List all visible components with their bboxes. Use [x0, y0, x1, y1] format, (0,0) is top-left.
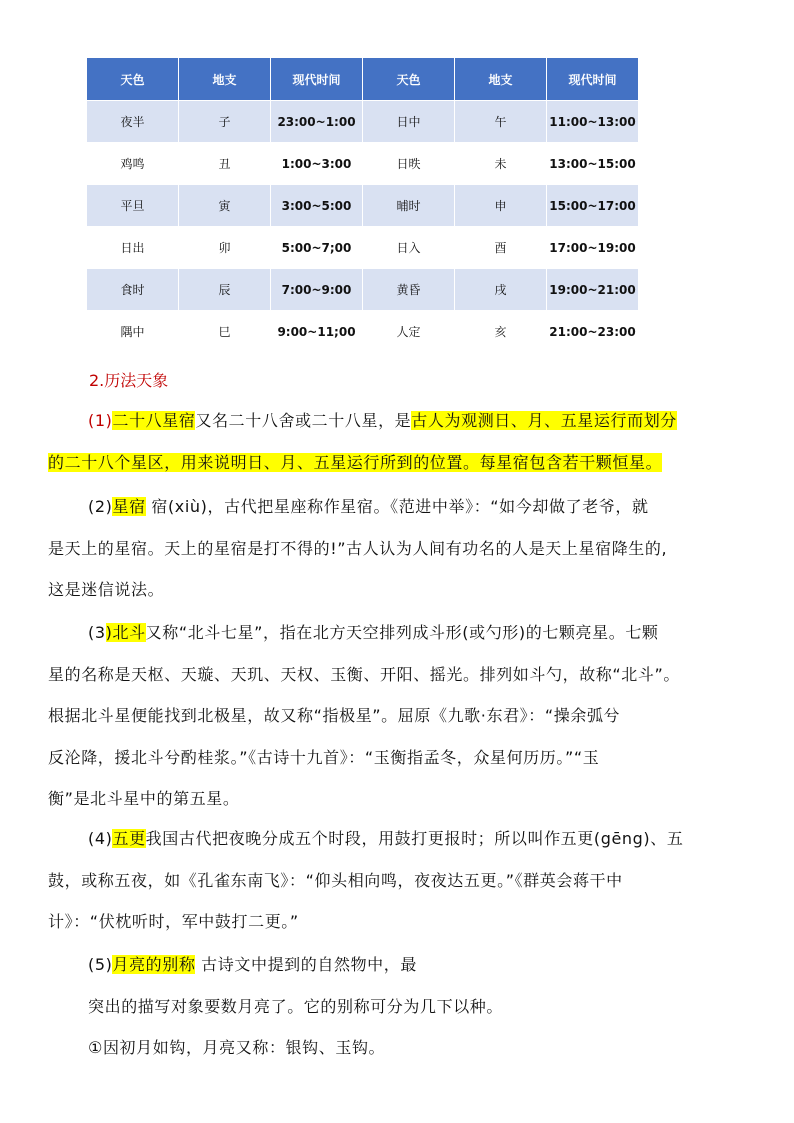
item-line: 根据北斗星便能找到北极星，故又称“指极星”。屈原《九歌·东君》：“操余弧兮 [48, 706, 621, 725]
highlighted-term: 五更 [112, 829, 146, 848]
highlighted-term: )北斗 [105, 623, 146, 642]
table-cell: 申 [455, 185, 547, 227]
item-line: 这是迷信说法。 [48, 580, 165, 599]
item-text: 宿(xiù)，古代把星座称作星宿。《范进中举》：“如今却做了老爷，就 [145, 497, 649, 516]
item-number: (4) [88, 829, 113, 848]
item-line: 突出的描写对象要数月亮了。它的别称可分为几下以种。 [88, 996, 504, 1016]
item-text: 又名二十八舍或二十八星，是 [195, 411, 412, 430]
table-cell: 黄昏 [363, 269, 455, 311]
table-cell: 酉 [455, 227, 547, 269]
table-cell: 午 [455, 101, 547, 143]
table-cell: 13:00~15:00 [547, 143, 639, 185]
highlighted-term: 月亮的别称 [112, 955, 196, 974]
table-row [87, 269, 639, 311]
table-cell: 日出 [87, 227, 179, 269]
item-number: (5) [88, 955, 113, 974]
item-line: 衡”是北斗星中的第五星。 [48, 789, 240, 808]
table-cell: 寅 [179, 185, 271, 227]
highlighted-term: 二十八星宿 [112, 411, 196, 430]
item-line [48, 818, 768, 860]
item-line: ①因初月如钩，月亮又称：银钩、玉钩。 [88, 1038, 386, 1057]
table-cell: 21:00~23:00 [547, 311, 639, 353]
table-cell: 戌 [455, 269, 547, 311]
table-cell: 日中 [363, 101, 455, 143]
item-line [48, 612, 768, 654]
section-title: 2.历法天象 [89, 371, 169, 390]
table-header-row [87, 58, 639, 101]
table-cell: 辰 [179, 269, 271, 311]
item-line: 反沦降，援北斗兮酌桂浆。”《古诗十九首》：“玉衡指孟冬，众星何历历。”“玉 [48, 747, 600, 767]
table-row [87, 227, 639, 269]
item-line [48, 400, 768, 442]
item-number: (3 [88, 623, 106, 642]
highlighted-text: 古人为观测日、月、五星运行而划分 [411, 411, 677, 430]
header-cell: 现代时间 [547, 58, 639, 101]
table-cell: 23:00~1:00 [271, 101, 363, 143]
table-cell: 7:00~9:00 [271, 269, 363, 311]
table-cell: 日昳 [363, 143, 455, 185]
table-cell: 9:00~11;00 [271, 311, 363, 353]
highlighted-text: 的二十八个星区，用来说明日、月、五星运行所到的位置。每星宿包含若干颗恒星。 [48, 452, 663, 472]
header-cell: 现代时间 [271, 58, 363, 101]
table-cell: 1:00~3:00 [271, 143, 363, 185]
item-line [48, 944, 768, 986]
header-cell: 天色 [87, 58, 179, 101]
table-row [87, 101, 639, 143]
table-cell: 日入 [363, 227, 455, 269]
table-row [87, 311, 639, 353]
item-text: 古诗文中提到的自然物中，最 [195, 955, 417, 974]
table-cell: 巳 [179, 311, 271, 353]
table-cell: 19:00~21:00 [547, 269, 639, 311]
header-cell: 天色 [363, 58, 455, 101]
table-cell: 子 [179, 101, 271, 143]
table-row [87, 143, 639, 185]
table-cell: 3:00~5:00 [271, 185, 363, 227]
table-cell: 未 [455, 143, 547, 185]
table-cell: 15:00~17:00 [547, 185, 639, 227]
item-line [48, 486, 768, 528]
highlighted-term: 星宿 [112, 497, 146, 516]
item-number: (2) [88, 497, 113, 516]
table-cell: 平旦 [87, 185, 179, 227]
table-cell: 鸡鸣 [87, 143, 179, 185]
item-line: 鼓，或称五夜，如《孔雀东南飞》：“仰头相向鸣，夜夜达五更。”《群英会蒋干中 [48, 870, 623, 890]
item-number: (1) [88, 411, 113, 430]
header-cell: 地支 [455, 58, 547, 101]
table-cell: 隅中 [87, 311, 179, 353]
item-moon-names [48, 944, 768, 1069]
item-five-watches [48, 818, 768, 943]
item-text: 我国古代把夜晚分成五个时段，用鼓打更报时；所以叫作五更(gēng)、五 [145, 829, 684, 848]
table-cell: 晡时 [363, 185, 455, 227]
table-cell: 丑 [179, 143, 271, 185]
item-big-dipper [48, 612, 768, 820]
table-cell: 卯 [179, 227, 271, 269]
item-line: 是天上的星宿。天上的星宿是打不得的!”古人认为人间有功名的人是天上星宿降生的, [48, 538, 668, 558]
item-line: 星的名称是天枢、天璇、天玑、天权、玉衡、开阳、摇光。排列如斗勺，故称“北斗”。 [48, 664, 680, 684]
table-row [87, 185, 639, 227]
table-cell: 11:00~13:00 [547, 101, 639, 143]
item-xingxiu [48, 486, 768, 611]
item-twenty-eight-mansions [48, 400, 768, 483]
table-cell: 亥 [455, 311, 547, 353]
table-cell: 夜半 [87, 101, 179, 143]
item-line [48, 442, 768, 484]
item-text: 又称“北斗七星”，指在北方天空排列成斗形(或勺形)的七颗亮星。七颗 [145, 623, 659, 642]
table-cell: 17:00~19:00 [547, 227, 639, 269]
table-cell: 人定 [363, 311, 455, 353]
time-correspondence-table [86, 57, 639, 353]
header-cell: 地支 [179, 58, 271, 101]
table-cell: 5:00~7;00 [271, 227, 363, 269]
table-cell: 食时 [87, 269, 179, 311]
item-line: 计》：“伏枕听时，军中鼓打二更。” [48, 912, 299, 931]
